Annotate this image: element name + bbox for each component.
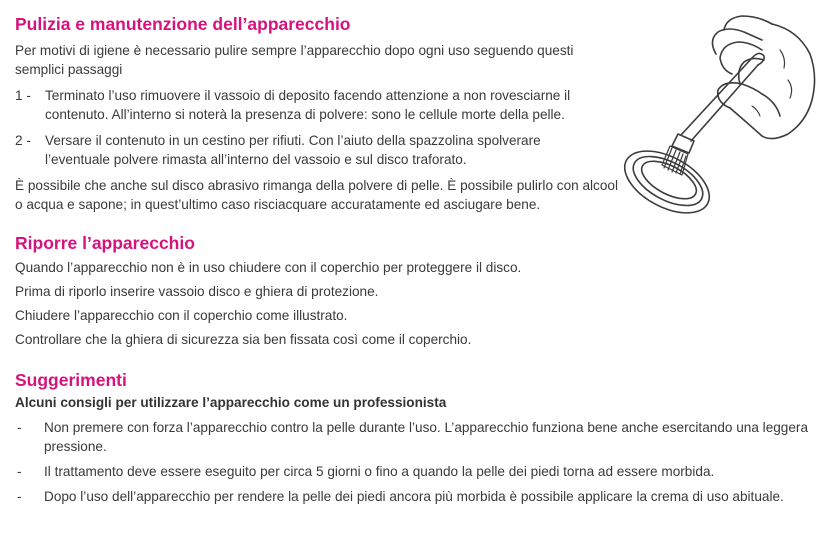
tip-dash-2: -	[17, 464, 22, 479]
step-number-2: 2 -	[15, 133, 31, 148]
tip-dash-1: -	[17, 420, 22, 435]
step-number-1: 1 -	[15, 88, 31, 103]
section-title-cleaning: Pulizia e manutenzione dell’apparecchio	[15, 14, 351, 34]
step-text-1: Terminato l’uso rimuovere il vassoio di deposito facendo attenzione a non rovesciarne il contenuto. All’interno si noterà la presenza di polvere: sono le cellule morte della pelle.	[45, 88, 571, 122]
tips-subtitle: Alcuni consigli per utilizzare l’apparecchio come un professionista	[15, 395, 447, 410]
step-text-2: Versare il contenuto in un cestino per rifiuti. Con l’aiuto della spazzolina spolverare l’eventuale polvere rimasta all’interno del vassoio e sul disco traforato.	[45, 133, 541, 167]
tip-text-3: Dopo l’uso dell’apparecchio per rendere la pelle dei piedi ancora più morbida è possibile applicare la crema di uso abituale.	[44, 489, 784, 504]
section-title-tips: Suggerimenti	[15, 370, 127, 390]
storage-line-2: Prima di riporlo inserire vassoio disco e ghiera di protezione.	[15, 284, 379, 299]
section-title-storage: Riporre l’apparecchio	[15, 233, 195, 253]
disc-outer-ring	[615, 138, 720, 220]
tip-text-2: Il trattamento deve essere eseguito per circa 5 giorni o fino a quando la pelle dei piedi torna ad essere morbida.	[44, 464, 715, 479]
tip-text-1: Non premere con forza l’apparecchio contro la pelle durante l’uso. L’apparecchio funziona bene anche esercitando una leggera pressione.	[44, 420, 809, 454]
cleaning-intro: Per motivi di igiene è necessario pulire sempre l’apparecchio dopo ogni uso seguendo questi semplici passaggi	[15, 43, 574, 77]
storage-line-3: Chiudere l’apparecchio con il coperchio come illustrato.	[15, 308, 348, 323]
storage-line-4: Controllare che la ghiera di sicurezza sia ben fissata così come il coperchio.	[15, 332, 472, 347]
tip-dash-3: -	[17, 489, 22, 504]
storage-line-1: Quando l’apparecchio non è in uso chiudere con il coperchio per proteggere il disco.	[15, 260, 522, 275]
hand-icon	[712, 16, 814, 139]
cleaning-closing: È possibile che anche sul disco abrasivo rimanga della polvere di pelle. È possibile pulirlo con alcool o acqua e sapone; in quest’ultimo caso risciacquare accuratamente ed asciugare bene.	[15, 178, 618, 212]
hand-brush-cleaning-disc-illustration	[612, 10, 824, 220]
